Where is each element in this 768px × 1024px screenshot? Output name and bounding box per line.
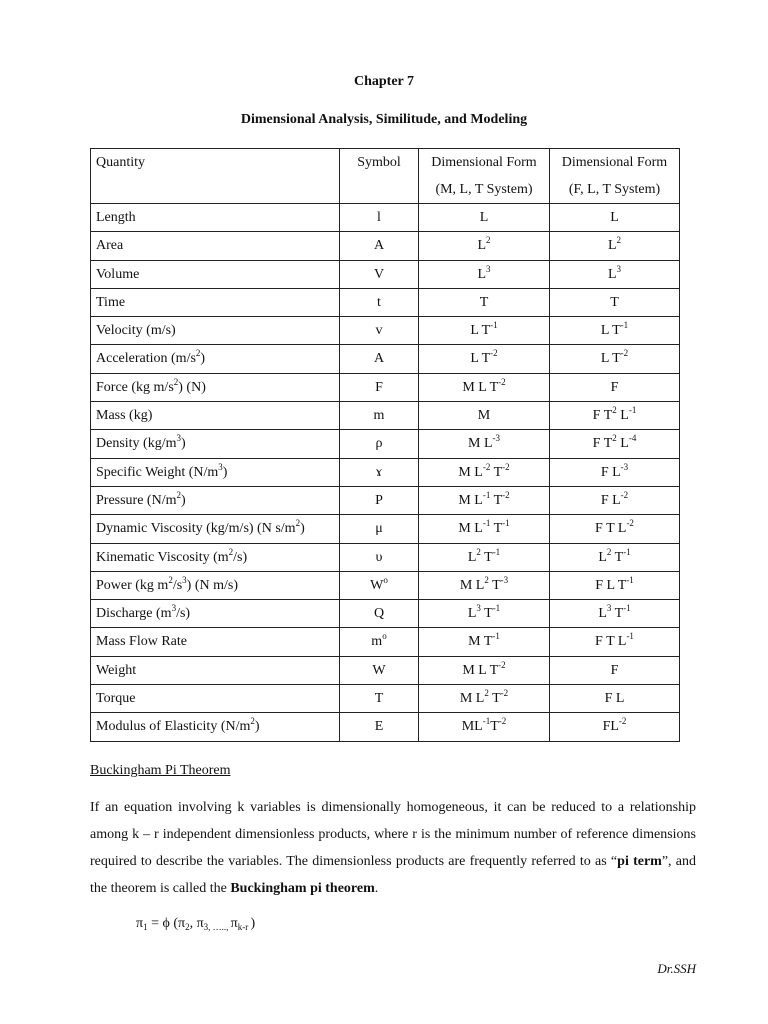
cell-mlt-form: M $L^{-3}$ (419, 430, 550, 458)
pi-term-bold: pi term (617, 854, 662, 869)
cell-symbol: t (340, 288, 419, 316)
cell-quantity: Length (91, 204, 340, 232)
header-quantity: Quantity (91, 149, 340, 204)
cell-quantity: Torque (91, 685, 340, 713)
table-row (91, 402, 680, 430)
table-row (91, 373, 680, 401)
table-body (91, 204, 680, 742)
cell-flt-form: F $L^{-3}$ (550, 458, 680, 486)
cell-quantity: Kinematic Viscosity $(m^2/s)$ (91, 543, 340, 571)
cell-mlt-form: M $L^2$ $T^{-3}$ (419, 571, 550, 599)
table-row (91, 685, 680, 713)
cell-symbol: $W^o$ (340, 571, 419, 599)
cell-flt-form: F $T^2$ $L^{-4}$ (550, 430, 680, 458)
cell-mlt-form: $L^2$ $T^{-1}$ (419, 543, 550, 571)
cell-mlt-form: M $L^{-1}$ $T^{-1}$ (419, 515, 550, 543)
cell-symbol: Q (340, 600, 419, 628)
cell-quantity: Mass Flow Rate (91, 628, 340, 656)
table-row (91, 656, 680, 684)
chapter-subtitle: Dimensional Analysis, Similitude, and Modeling (240, 112, 528, 127)
cell-flt-form: F T $L^{-1}$ (550, 628, 680, 656)
cell-symbol: ρ (340, 430, 419, 458)
cell-flt-form: F $L^{-2}$ (550, 486, 680, 514)
cell-flt-form: $L^3$ (550, 260, 680, 288)
cell-mlt-form: M $L^2$ $T^{-2}$ (419, 685, 550, 713)
cell-quantity: Density $(kg/m^3)$ (91, 430, 340, 458)
cell-symbol: υ (340, 543, 419, 571)
cell-mlt-form: L $T^{-1}$ (419, 317, 550, 345)
cell-quantity: Dynamic Viscosity (kg/m/s) (N $s/m^2$) (91, 515, 340, 543)
cell-symbol: l (340, 204, 419, 232)
cell-symbol: $m^o$ (340, 628, 419, 656)
cell-flt-form: F (550, 373, 680, 401)
cell-quantity: Acceleration $(m/s^2)$ (91, 345, 340, 373)
table-row (91, 713, 680, 741)
cell-mlt-form: T (419, 288, 550, 316)
cell-mlt-form: M $T^{-1}$ (419, 628, 550, 656)
cell-flt-form: T (550, 288, 680, 316)
cell-symbol: P (340, 486, 419, 514)
cell-flt-form: L $T^{-2}$ (550, 345, 680, 373)
theorem-name-bold: Buckingham pi theorem (230, 881, 375, 896)
table-row (91, 628, 680, 656)
cell-flt-form: F $T^2$ $L^{-1}$ (550, 402, 680, 430)
cell-quantity: Volume (91, 260, 340, 288)
cell-flt-form: $L^2$ (550, 232, 680, 260)
cell-symbol: E (340, 713, 419, 741)
cell-quantity: Force (kg $m/s^2$) (N) (91, 373, 340, 401)
dimensions-table (90, 148, 680, 742)
table-header-row (91, 149, 680, 204)
cell-flt-form: $L^3$ $T^{-1}$ (550, 600, 680, 628)
cell-quantity: Specific Weight $(N/m^3)$ (91, 458, 340, 486)
cell-symbol: F (340, 373, 419, 401)
table-row (91, 458, 680, 486)
cell-quantity: Area (91, 232, 340, 260)
header-flt: Dimensional Form (F, L, T System) (550, 149, 680, 204)
cell-symbol: ɤ (340, 458, 419, 486)
cell-mlt-form: M (419, 402, 550, 430)
table-row (91, 232, 680, 260)
cell-mlt-form: $L^3$ (419, 260, 550, 288)
table-row (91, 543, 680, 571)
cell-mlt-form: L $T^{-2}$ (419, 345, 550, 373)
cell-symbol: m (340, 402, 419, 430)
cell-quantity: Power (kg $m^2/s^3$) (N m/s) (91, 571, 340, 599)
cell-mlt-form: $ML^{-1}T^{-2}$ (419, 713, 550, 741)
theorem-paragraph: If an equation involving k variables is dimensionally homogeneous, it can be reduced to a relationship among k – r independent dimensionless products, where r is the minimum number of reference dimensions required to describe the variables. The dimensionless products are frequently referred to as “pi term”, and the theorem is called the Buckingham pi theorem. (90, 800, 696, 896)
table-row (91, 600, 680, 628)
cell-quantity: Mass (kg) (91, 402, 340, 430)
section-heading: Buckingham Pi Theorem (90, 763, 231, 778)
table-row (91, 571, 680, 599)
cell-flt-form: F T $L^{-2}$ (550, 515, 680, 543)
cell-mlt-form: L (419, 204, 550, 232)
cell-flt-form: F L $T^{-1}$ (550, 571, 680, 599)
table-row (91, 260, 680, 288)
cell-mlt-form: $L^3$ $T^{-1}$ (419, 600, 550, 628)
cell-flt-form: F L (550, 685, 680, 713)
cell-flt-form: L $T^{-1}$ (550, 317, 680, 345)
table-row (91, 204, 680, 232)
cell-mlt-form: M $L^{-2}$ $T^{-2}$ (419, 458, 550, 486)
cell-mlt-form: M L $T^{-2}$ (419, 656, 550, 684)
table-row (91, 515, 680, 543)
cell-quantity: Discharge $(m^3/s)$ (91, 600, 340, 628)
cell-flt-form: F (550, 656, 680, 684)
header-mlt: Dimensional Form (M, L, T System) (419, 149, 550, 204)
cell-mlt-form: M $L^{-1}$ $T^{-2}$ (419, 486, 550, 514)
cell-quantity: Velocity (m/s) (91, 317, 340, 345)
cell-flt-form: L (550, 204, 680, 232)
cell-symbol: V (340, 260, 419, 288)
table-row (91, 430, 680, 458)
table-row (91, 288, 680, 316)
cell-quantity: Pressure $(N/m^2)$ (91, 486, 340, 514)
cell-symbol: A (340, 345, 419, 373)
chapter-title: Chapter 7 (353, 74, 415, 89)
cell-symbol: μ (340, 515, 419, 543)
author-footer: Dr.SSH (657, 961, 696, 976)
cell-symbol: T (340, 685, 419, 713)
table-row (91, 345, 680, 373)
cell-quantity: Modulus of Elasticity $(N/m^2)$ (91, 713, 340, 741)
table-row (91, 486, 680, 514)
cell-quantity: Weight (91, 656, 340, 684)
table-row (91, 317, 680, 345)
cell-mlt-form: $L^2$ (419, 232, 550, 260)
header-symbol: Symbol (340, 149, 419, 204)
cell-symbol: A (340, 232, 419, 260)
cell-flt-form: $FL^{-2}$ (550, 713, 680, 741)
cell-quantity: Time (91, 288, 340, 316)
pi-formula: $\pi_1 = \phi$ ($\pi_2$, $\pi_{3, \dots..,}$ $\pi_{k-r}$ ) (136, 916, 256, 932)
cell-symbol: v (340, 317, 419, 345)
cell-flt-form: $L^2$ $T^{-1}$ (550, 543, 680, 571)
cell-symbol: W (340, 656, 419, 684)
cell-mlt-form: M L $T^{-2}$ (419, 373, 550, 401)
